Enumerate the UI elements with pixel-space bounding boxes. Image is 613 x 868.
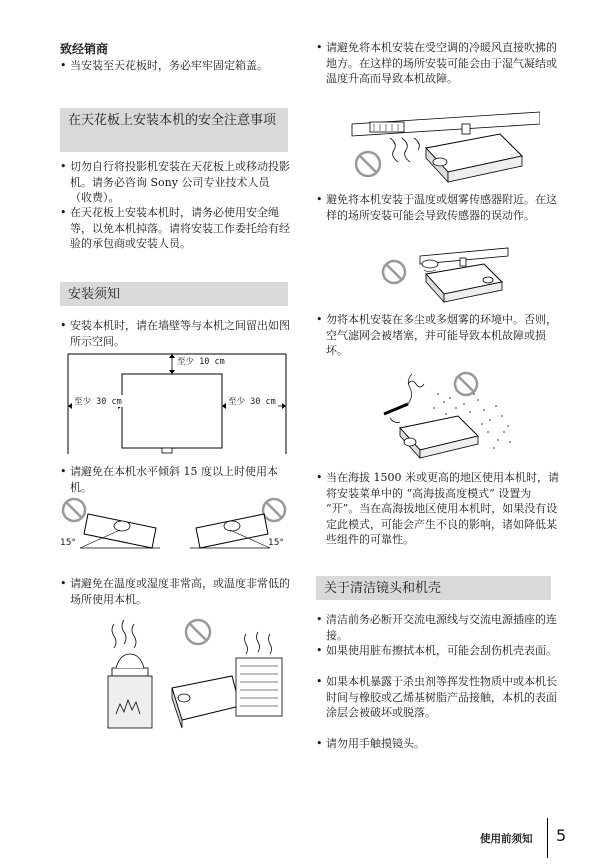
right-bullet-altitude: • 当在海拔 1500 米或更高的地区使用本机时，请将安装菜单中的 “高海拔高度模式” 设置为 “开”。当在高海拔地区使用本机时，如果没有设定此模式，可能会产生不良的影响，诸如降低某些组件的可靠性。 — [316, 470, 561, 548]
prohibited-icon — [356, 152, 380, 176]
section-cleaning-heading: 关于清洁镜头和机壳 — [316, 576, 551, 600]
prohibited-icon — [455, 373, 477, 395]
right-bullet-aircon: • 请避免将本机安装在受空调的冷暖风直接吹拂的地方。在这样的场所安装可能会由于湿气凝结或温度升高而导致本机故障。 — [316, 40, 561, 87]
dealer-subheading: 致经销商 — [60, 42, 109, 56]
footer-section-label: 使用前须知 — [480, 833, 533, 845]
prohibited-icon — [383, 261, 405, 283]
tilt-left-label: 15° — [60, 538, 76, 548]
sensor-illustration — [380, 244, 510, 306]
install-bullet-1: • 安装本机时，请在墙壁等与本机之间留出如图所示空间。 — [60, 318, 292, 349]
section-ceiling-heading: 在天花板上安装本机的安全注意事项 — [60, 108, 288, 152]
prohibited-icon — [263, 499, 285, 521]
install-bullet-3: • 请避免在温度或湿度非常高，或温度非常低的场所使用本机。 — [60, 576, 298, 607]
section-install-heading: 安装须知 — [60, 282, 288, 306]
dealer-bullet: • 当安装至天花板时，务必牢牢固定箱盖。 — [60, 58, 292, 74]
cleaning-bullet-3: • 如果本机暴露于杀虫剂等挥发性物质中或本机长时间与橡胶或乙烯基树脂产品接触，本机的表面涂层会被破坏或脱落。 — [316, 674, 561, 721]
cleaning-bullet-1: • 清洁前务必断开交流电源线与交流电源插座的连接。 — [316, 612, 561, 643]
clearance-left-label: 至少 30 cm — [74, 397, 122, 407]
dust-smoke-illustration — [378, 370, 518, 460]
tilt-diagram — [60, 496, 290, 556]
tilt-right-label: 15° — [268, 538, 284, 548]
cleaning-bullet-4: • 请勿用手触摸镜头。 — [316, 736, 561, 752]
ceiling-bullet-2: • 在天花板上安装本机时，请务必使用安全绳等，以免本机掉落。请将安装工作委托给有经验的承包商或安装人员。 — [60, 205, 292, 252]
prohibited-icon — [63, 499, 85, 521]
aircon-illustration — [350, 108, 540, 190]
install-bullet-2: • 请避免在本机水平倾斜 15 度以上时使用本机。 — [60, 464, 298, 495]
ceiling-bullet-1: • 切勿自行将投影机安装在天花板上或移动投影机。请务必咨询 Sony 公司专业技术人员 （收费）。 — [60, 159, 292, 206]
footer-divider — [547, 818, 548, 858]
right-bullet-sensor: • 避免将本机安装于温度或烟雾传感器附近。在这样的场所安装可能会导致传感器的误动作。 — [316, 192, 561, 223]
clearance-top-label: 至少 10 cm — [177, 357, 225, 367]
right-bullet-dust: • 勿将本机安装在多尘或多烟雾的环境中。否则，空气滤网会被堵塞，并可能导致本机故障或损坏。 — [316, 312, 561, 359]
page-number: 5 — [556, 826, 567, 845]
cleaning-bullet-2: • 如果使用脏布擦拭本机，可能会刮伤机壳表面。 — [316, 643, 561, 659]
heat-humidity-illustration — [100, 614, 290, 734]
clearance-right-label: 至少 30 cm — [228, 397, 276, 407]
prohibited-icon — [186, 620, 210, 644]
